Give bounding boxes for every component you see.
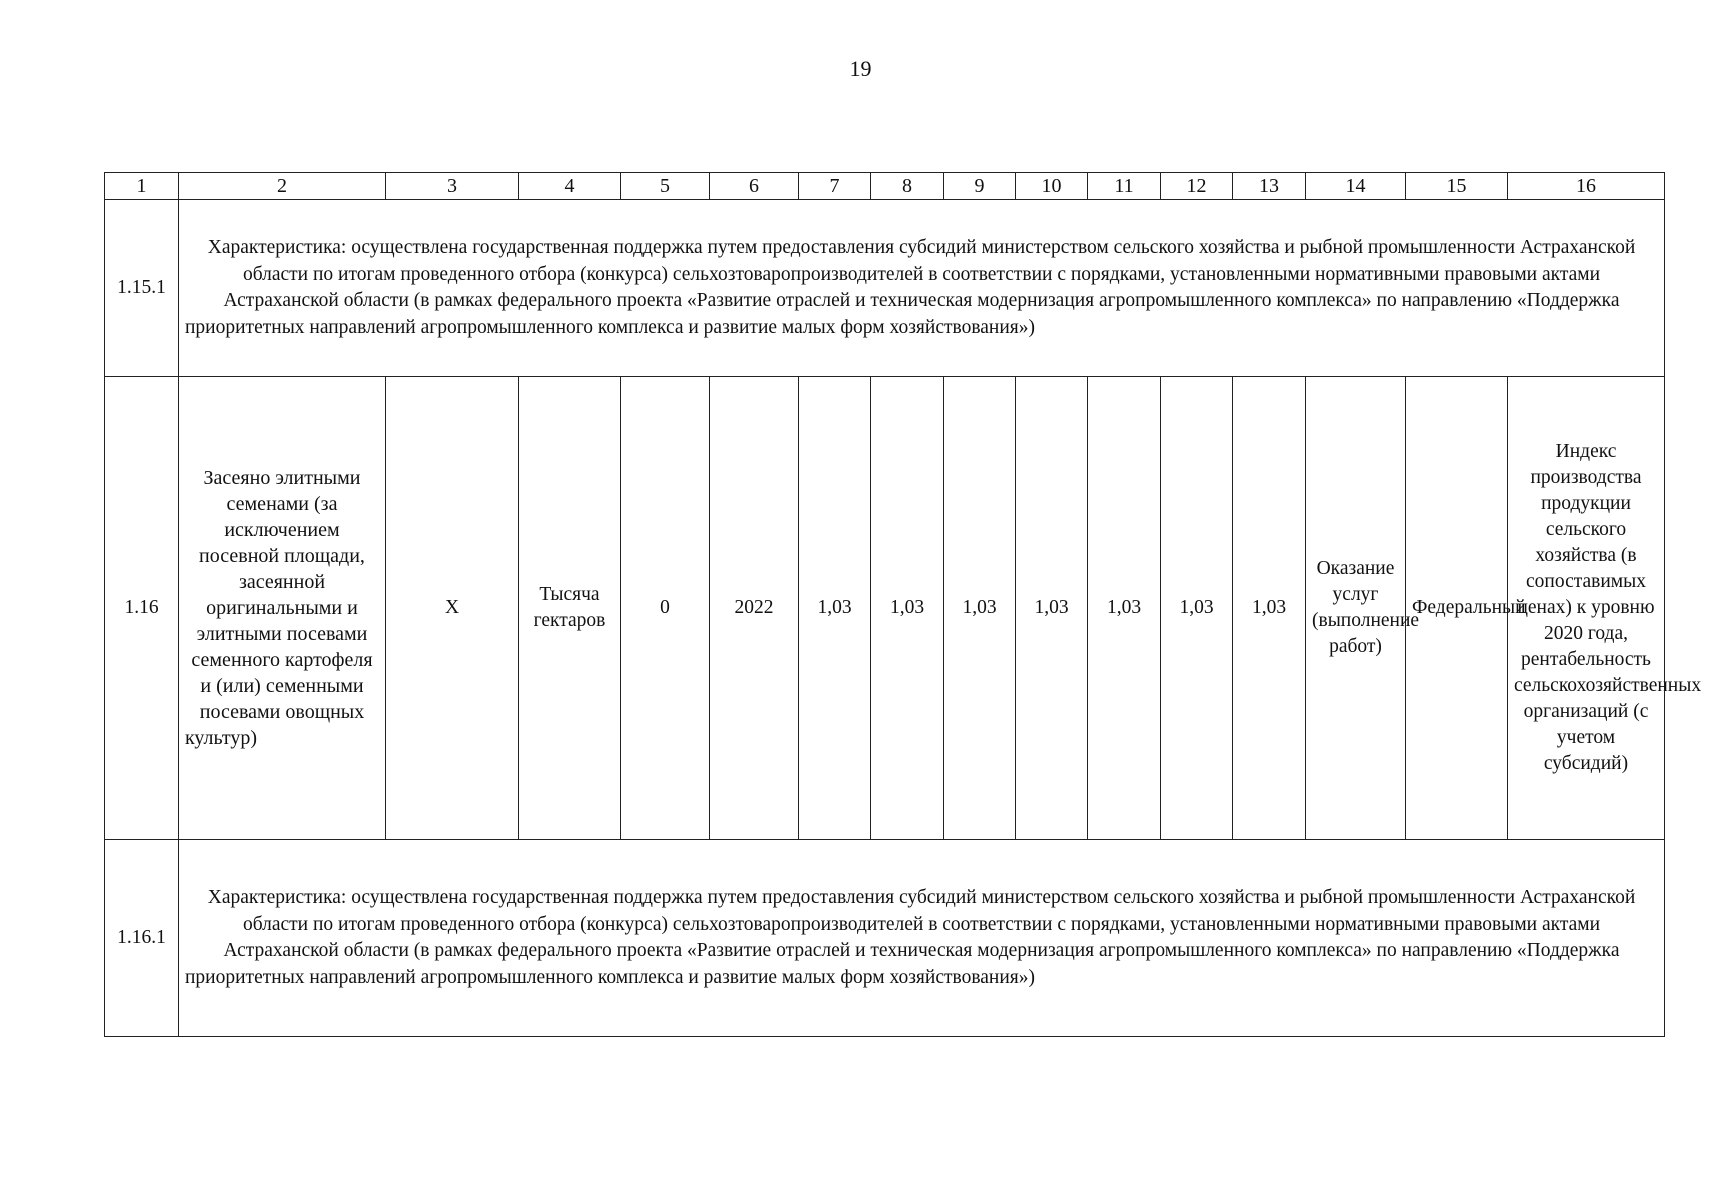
year-value: 1,03 bbox=[1016, 377, 1088, 840]
year-value: 1,03 bbox=[944, 377, 1016, 840]
table-row-1-15-1 bbox=[105, 200, 1665, 377]
result-level: Федеральный bbox=[1406, 377, 1508, 840]
year-value: 1,03 bbox=[871, 377, 944, 840]
column-number: 9 bbox=[944, 173, 1016, 200]
page-number: 19 bbox=[849, 56, 872, 81]
column-number: 6 bbox=[710, 173, 799, 200]
table-row-1-16-1 bbox=[105, 840, 1665, 1037]
column-number-header-row bbox=[105, 173, 1665, 200]
characteristic-text: Характеристика: осуществлена государственная поддержка путем предоставления субсидий министерством сельского хозяйства и рыбной промышленности Астраханской области по итогам проведенного отбора (конкурса) сельхозтоваропроизводителей в соответствии с порядками, установленными нормативными правовыми актами Астраханской области (в рамках федерального проекта «Развитие отраслей и техническая модернизация агропромышленного комплекса» по направлению «Поддержка приоритетных направлений агропромышленного комплекса и развитие малых форм хозяйствования») bbox=[179, 840, 1665, 1037]
row-code: 1.16 bbox=[105, 377, 179, 840]
column-number: 14 bbox=[1306, 173, 1406, 200]
column-number: 15 bbox=[1406, 173, 1508, 200]
table-row-1-16 bbox=[105, 377, 1665, 840]
base-year: 2022 bbox=[710, 377, 799, 840]
indicators-table bbox=[104, 172, 1702, 1037]
column-number: 8 bbox=[871, 173, 944, 200]
year-value: 1,03 bbox=[1161, 377, 1233, 840]
column-number: 12 bbox=[1161, 173, 1233, 200]
row-code: 1.15.1 bbox=[105, 200, 179, 377]
base-value: 0 bbox=[621, 377, 710, 840]
column-number: 16 bbox=[1508, 173, 1665, 200]
column-number: 4 bbox=[519, 173, 621, 200]
unit-of-measure: Тысяча гектаров bbox=[519, 377, 621, 840]
year-value: 1,03 bbox=[799, 377, 871, 840]
column-number: 1 bbox=[105, 173, 179, 200]
column-number: 2 bbox=[179, 173, 386, 200]
characteristic-text: Характеристика: осуществлена государственная поддержка путем предоставления субсидий министерством сельского хозяйства и рыбной промышленности Астраханской области по итогам проведенного отбора (конкурса) сельхозтоваропроизводителей в соответствии с порядками, установленными нормативными правовыми актами Астраханской области (в рамках федерального проекта «Развитие отраслей и техническая модернизация агропромышленного комплекса» по направлению «Поддержка приоритетных направлений агропромышленного комплекса и развитие малых форм хозяйствования») bbox=[179, 200, 1665, 377]
linked-indicator: Индекс производства продукции сельского хозяйства (в сопоставимых ценах) к уровню 2020 года, рентабельность сельскохозяйственных организаций (с учетом субсидий) bbox=[1508, 377, 1665, 840]
indicator-name: Засеяно элитными семенами (за исключением посевной площади, засеянной оригинальными и элитными посевами семенного картофеля и (или) семенными посевами овощных культур) bbox=[179, 377, 386, 840]
year-value: 1,03 bbox=[1233, 377, 1306, 840]
column-number: 5 bbox=[621, 173, 710, 200]
column-number: 13 bbox=[1233, 173, 1306, 200]
column-number: 7 bbox=[799, 173, 871, 200]
column-number: 11 bbox=[1088, 173, 1161, 200]
result-type: Оказание услуг (выполнение работ) bbox=[1306, 377, 1406, 840]
column-number: 3 bbox=[386, 173, 519, 200]
year-value: 1,03 bbox=[1088, 377, 1161, 840]
column-3-value: X bbox=[386, 377, 519, 840]
row-code: 1.16.1 bbox=[105, 840, 179, 1037]
column-number: 10 bbox=[1016, 173, 1088, 200]
